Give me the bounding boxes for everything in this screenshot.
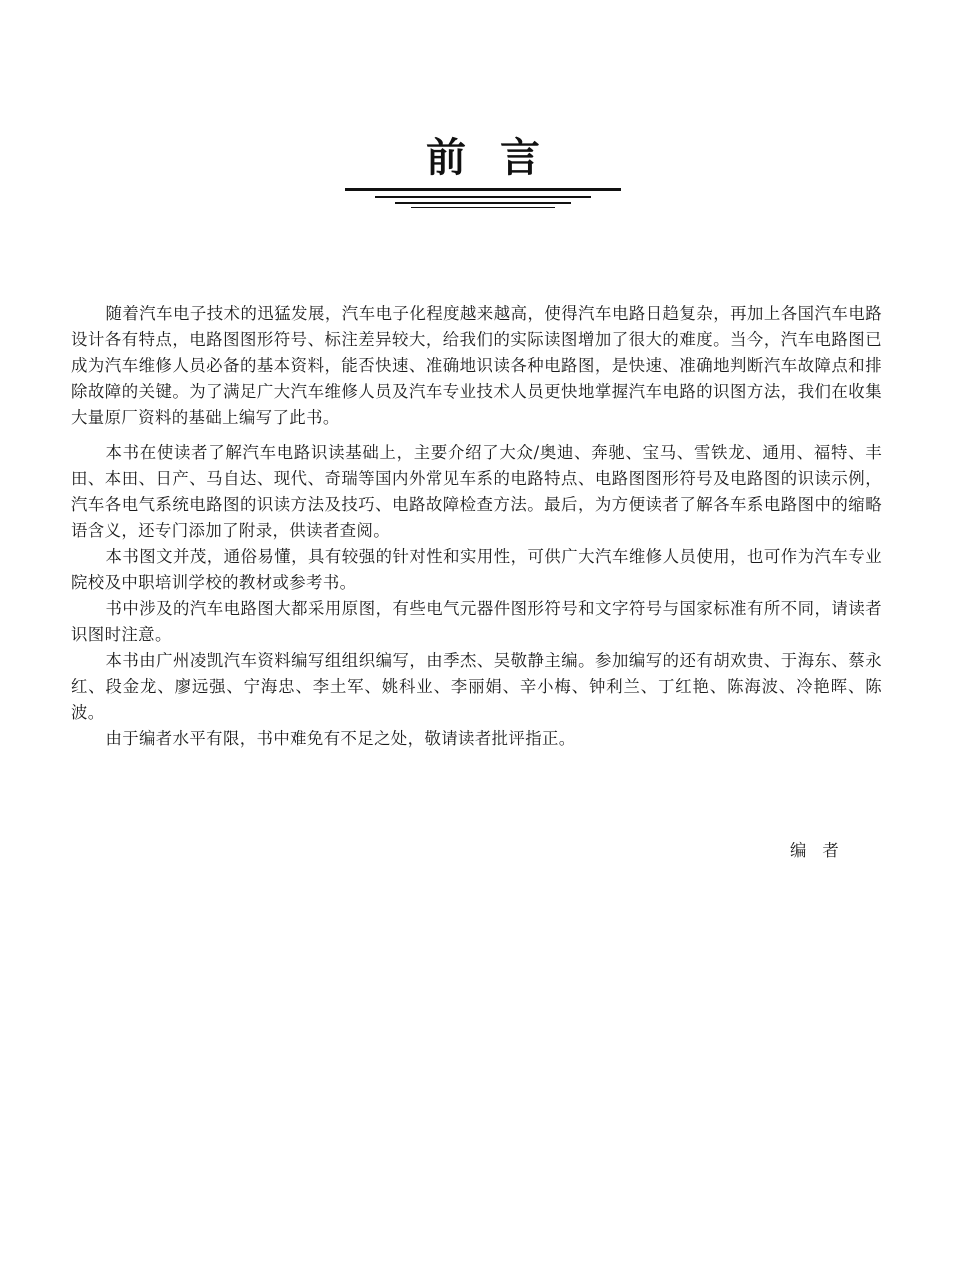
ornament-line: [375, 196, 591, 198]
paragraph-notice: 书中涉及的汽车电路图大都采用原图，有些电气元器件图形符号和文字符号与国家标准有所不同，请读者识图时注意。: [71, 599, 882, 644]
paragraph-audience: 本书图文并茂，通俗易懂，具有较强的针对性和实用性，可供广大汽车维修人员使用，也可作为汽车专业院校及中职培训学校的教材或参考书。: [71, 547, 882, 592]
ornament-line: [411, 207, 555, 208]
title-ornament-rule: [345, 186, 625, 212]
signature: 编者: [790, 841, 855, 860]
paragraph-intro: 随着汽车电子技术的迅猛发展，汽车电子化程度越来越高，使得汽车电路日趋复杂，再加上各国汽车电路设计各有特点，电路图图形符号、标注差异较大，给我们的实际读图增加了很大的难度。当今，汽车电路图已成为汽车维修人员必备的基本资料，能否快速、准确地识读各种电路图，是快速、准确地判断汽车故障点和排除故障的关键。为了满足广大汽车维修人员及汽车专业技术人员更快地掌握汽车电路的识图方法，我们在收集大量原厂资料的基础上编写了此书。: [71, 304, 882, 427]
paragraph-contents: 本书在使读者了解汽车电路识读基础上，主要介绍了大众/奥迪、奔驰、宝马、雪铁龙、通用、福特、丰田、本田、日产、马自达、现代、奇瑞等国内外常见车系的电路特点、电路图图形符号及电路图的识读示例，汽车各电气系统电路图的识读方法及技巧、电路故障检查方法。最后，为方便读者了解各车系电路图中的缩略语含义，还专门添加了附录，供读者查阅。: [71, 443, 882, 540]
paragraph-closing: 由于编者水平有限，书中难免有不足之处，敬请读者批评指正。: [105, 729, 576, 748]
ornament-line: [345, 188, 621, 191]
paragraph-authors: 本书由广州凌凯汽车资料编写组组织编写，由季杰、吴敬静主编。参加编写的还有胡欢贵、于海东、蔡永红、段金龙、廖远强、宁海忠、李土军、姚科业、李丽娟、辛小梅、钟利兰、丁红艳、陈海波、冷艳晖、陈波。: [71, 651, 882, 722]
ornament-line: [395, 202, 571, 204]
preface-body: [71, 301, 882, 752]
page-title: 前言: [426, 135, 574, 181]
